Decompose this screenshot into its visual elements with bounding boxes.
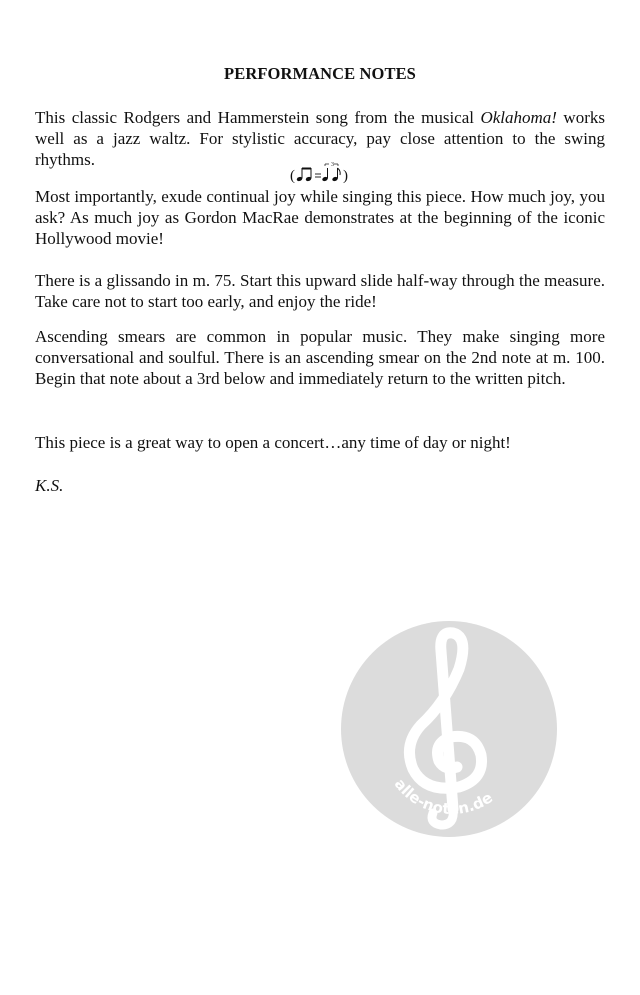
paragraph-intro-text: This classic Rodgers and Hammerstein song from the musical: [35, 108, 481, 127]
triplet-number: 3: [331, 162, 334, 168]
watermark-text: alle-noten.de: [390, 775, 496, 819]
paragraph-closing: This piece is a great way to open a concert…any time of day or night!: [35, 433, 511, 452]
paragraph-intro-text-cont: works well as a jazz waltz. For stylistic accuracy, pay close attention to the swing rhythms.: [35, 108, 605, 169]
signature: K.S.: [35, 476, 64, 495]
musical-title: Oklahoma!: [480, 108, 557, 127]
swing-rhythm-svg: [290, 160, 350, 186]
watermark-svg: [341, 621, 557, 837]
page-title: PERFORMANCE NOTES: [224, 64, 416, 83]
paragraph-glissando: There is a glissando in m. 75. Start this upward slide half-way through the measure. Take care not to start too early, and enjoy the ride!: [35, 271, 605, 311]
paragraph-joy: Most importantly, exude continual joy while singing this piece. How much joy, you ask? As much joy as Gordon MacRae demonstrates at the beginning of the iconic Hollywood movie!: [35, 187, 605, 248]
svg-text:): ): [343, 168, 348, 184]
svg-text:(: (: [290, 168, 295, 184]
watermark: [341, 621, 557, 837]
paragraph-smears: Ascending smears are common in popular music. They make singing more conversational and soulful. There is an ascending smear on the 2nd note at m. 100. Begin that note about a 3rd below and immediately return to the written pitch.: [35, 327, 605, 388]
swing-rhythm-notation-icon: [35, 160, 605, 186]
